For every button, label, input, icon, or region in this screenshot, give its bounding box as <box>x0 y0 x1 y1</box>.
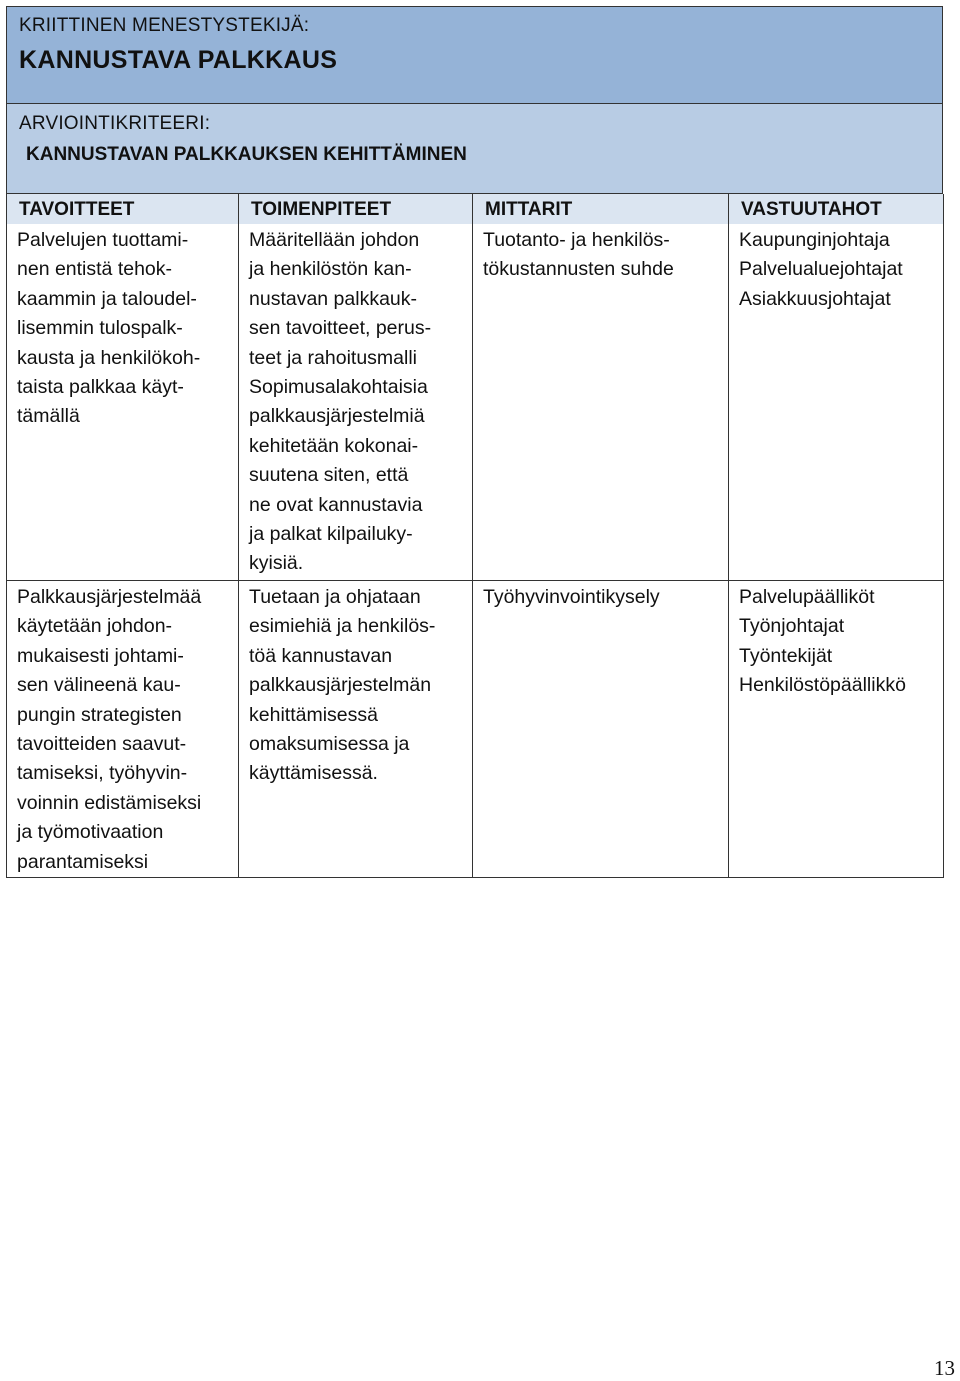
action-line: sen tavoitteet, perus- <box>249 317 432 340</box>
criteria-title: KANNUSTAVAN PALKKAUKSEN KEHITTÄMINEN <box>26 144 467 165</box>
metric-line: tökustannusten suhde <box>483 258 674 281</box>
metrics-cell <box>473 581 729 878</box>
action-line: töä kannustavan <box>249 644 393 667</box>
responsible-cell <box>729 224 944 581</box>
goal-line: Palvelujen tuottami- <box>17 229 189 251</box>
action-line: ja henkilöstön kan- <box>249 258 412 281</box>
action-line: Tuetaan ja ohjataan <box>249 586 421 608</box>
goal-line: kausta ja henkilökoh- <box>17 346 201 369</box>
document-page <box>6 6 943 878</box>
metrics-cell <box>473 224 729 581</box>
action-line: ne ovat kannustavia <box>249 493 423 516</box>
responsible-line: Palvelualuejohtajat <box>739 258 903 281</box>
goal-line: voinnin edistämiseksi <box>17 791 202 814</box>
goal-line: taista palkkaa käyt- <box>17 376 184 399</box>
goal-line: tämällä <box>17 405 80 428</box>
actions-cell <box>239 224 473 581</box>
goal-line: sen välineenä kau- <box>17 674 181 697</box>
goal-cell <box>7 224 239 581</box>
responsible-line: Henkilöstöpäällikkö <box>739 674 906 697</box>
column-header-actions: TOIMENPITEET <box>239 194 473 224</box>
responsible-line: Asiakkuusjohtajat <box>739 287 891 310</box>
action-line: nustavan palkkauk- <box>249 287 418 310</box>
responsible-line: Kaupunginjohtaja <box>739 229 890 251</box>
goal-line: kaammin ja taloudel- <box>17 287 197 310</box>
column-header-row <box>7 194 944 224</box>
page-number: 13 <box>934 1356 955 1380</box>
action-line: kyisiä. <box>249 552 304 575</box>
action-line: esimiehiä ja henkilös- <box>249 615 436 638</box>
action-line: Määritellään johdon <box>249 229 420 251</box>
actions-cell <box>239 581 473 878</box>
action-line: palkkausjärjestelmiä <box>249 405 425 428</box>
goal-line: Palkkausjärjestelmää <box>17 586 202 608</box>
table-row <box>7 224 944 581</box>
responsible-line: Työntekijät <box>739 644 833 667</box>
criteria-label: ARVIOINTIKRITEERI: <box>19 113 211 134</box>
action-line: suutena siten, että <box>249 464 409 487</box>
goal-line: tavoitteiden saavut- <box>17 733 187 756</box>
goal-line: pungin strategisten <box>17 703 182 726</box>
action-line: ja palkat kilpailuky- <box>249 523 413 546</box>
responsible-line: Työnjohtajat <box>739 615 845 638</box>
metric-line: Työhyvinvointikysely <box>483 586 660 608</box>
action-line: kehitetään kokonai- <box>249 434 419 457</box>
goal-line: ja työmotivaation <box>17 821 164 844</box>
action-line: palkkausjärjestelmän <box>249 674 432 697</box>
criteria-table <box>6 194 944 878</box>
action-line: omaksumisessa ja <box>249 733 410 756</box>
column-header-responsible: VASTUUTAHOT <box>729 194 944 224</box>
goal-cell <box>7 581 239 878</box>
goal-line: lisemmin tulospalk- <box>17 317 183 340</box>
column-header-goals: TAVOITTEET <box>7 194 239 224</box>
action-line: kehittämisessä <box>249 703 378 726</box>
action-line: teet ja rahoitusmalli <box>249 346 417 369</box>
responsible-line: Palvelupäälliköt <box>739 586 875 608</box>
critical-success-factor-header <box>6 6 943 104</box>
goal-line: nen entistä tehok- <box>17 258 173 281</box>
action-line: käyttämisessä. <box>249 762 378 785</box>
factor-label: KRIITTINEN MENESTYSTEKIJÄ: <box>19 15 310 36</box>
evaluation-criteria-header <box>6 104 943 194</box>
action-line: Sopimusalakohtaisia <box>249 376 428 399</box>
goal-line: parantamiseksi <box>17 850 149 873</box>
responsible-cell <box>729 581 944 878</box>
goal-line: käytetään johdon- <box>17 615 173 638</box>
column-header-metrics: MITTARIT <box>473 194 729 224</box>
goal-line: mukaisesti johtami- <box>17 644 184 667</box>
factor-title: KANNUSTAVA PALKKAUS <box>19 46 338 74</box>
goal-line: tamiseksi, työhyvin- <box>17 762 188 785</box>
table-row <box>7 581 944 878</box>
metric-line: Tuotanto- ja henkilös- <box>483 229 670 251</box>
